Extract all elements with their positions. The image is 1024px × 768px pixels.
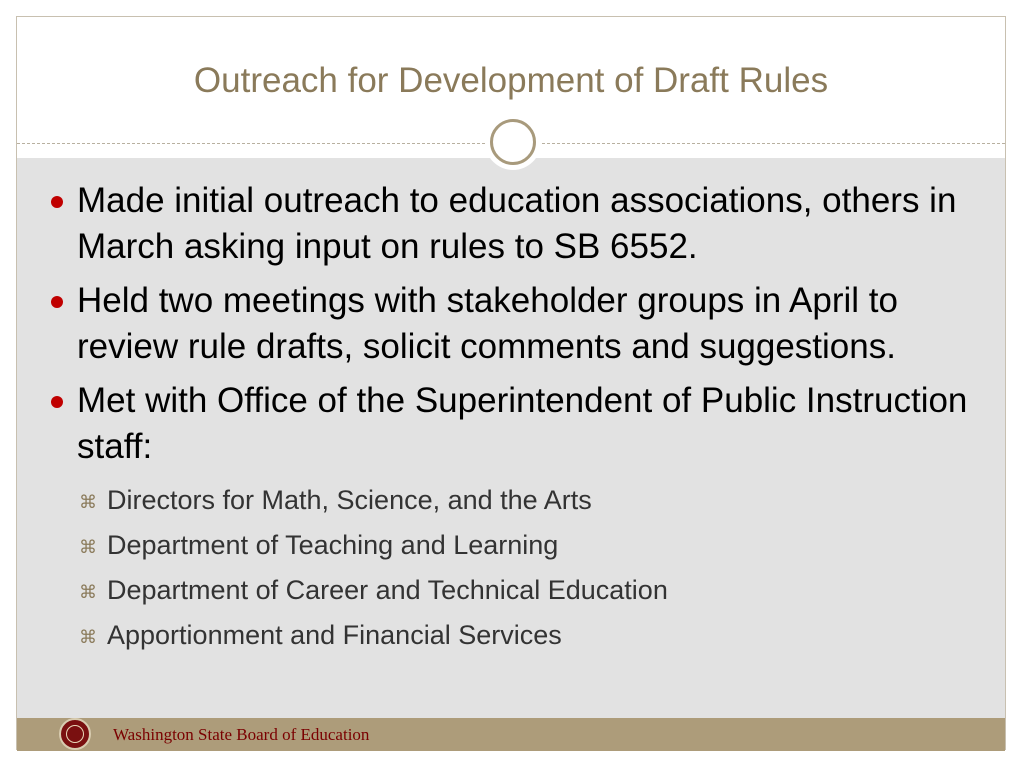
sub-bullet-item — [47, 568, 997, 613]
sub-bullet-list — [47, 478, 997, 658]
slide-content — [17, 158, 1005, 718]
slide-frame — [16, 16, 1006, 750]
sub-bullet-text: Department of Career and Technical Education — [107, 575, 668, 605]
footer-organization: Washington State Board of Education — [113, 725, 370, 744]
slide-footer — [17, 718, 1005, 751]
bullet-dot-icon — [51, 196, 63, 208]
sub-bullet-item — [47, 478, 997, 523]
bullet-list — [47, 178, 997, 658]
seal-icon — [59, 718, 91, 750]
seal-inner-ring — [66, 725, 84, 743]
sub-bullet-text: Directors for Math, Science, and the Arts — [107, 485, 592, 515]
ornament-ring — [490, 119, 536, 165]
bullet-text: Made initial outreach to education associations, others in March asking input on rules to SB 6552. — [77, 181, 957, 266]
bullet-item — [47, 178, 997, 270]
sub-bullet-marker-icon: ⌘ — [79, 582, 97, 602]
sub-bullet-item — [47, 523, 997, 568]
bullet-text: Met with Office of the Superintendent of Public Instruction staff: — [77, 381, 968, 466]
bullet-dot-icon — [51, 396, 63, 408]
sub-bullet-text: Department of Teaching and Learning — [107, 530, 559, 560]
bullet-item — [47, 378, 997, 470]
sub-bullet-marker-icon: ⌘ — [79, 627, 97, 647]
sub-bullet-item — [47, 613, 997, 658]
sub-bullet-marker-icon: ⌘ — [79, 537, 97, 557]
bullet-text: Held two meetings with stakeholder groups in April to review rule drafts, solicit comments and suggestions. — [77, 281, 898, 366]
sub-bullet-marker-icon: ⌘ — [79, 492, 97, 512]
slide-title: Outreach for Development of Draft Rules — [193, 61, 829, 100]
bullet-item — [47, 278, 997, 370]
sub-bullet-text: Apportionment and Financial Services — [107, 620, 562, 650]
circle-ornament-icon — [485, 114, 541, 170]
bullet-dot-icon — [51, 296, 63, 308]
